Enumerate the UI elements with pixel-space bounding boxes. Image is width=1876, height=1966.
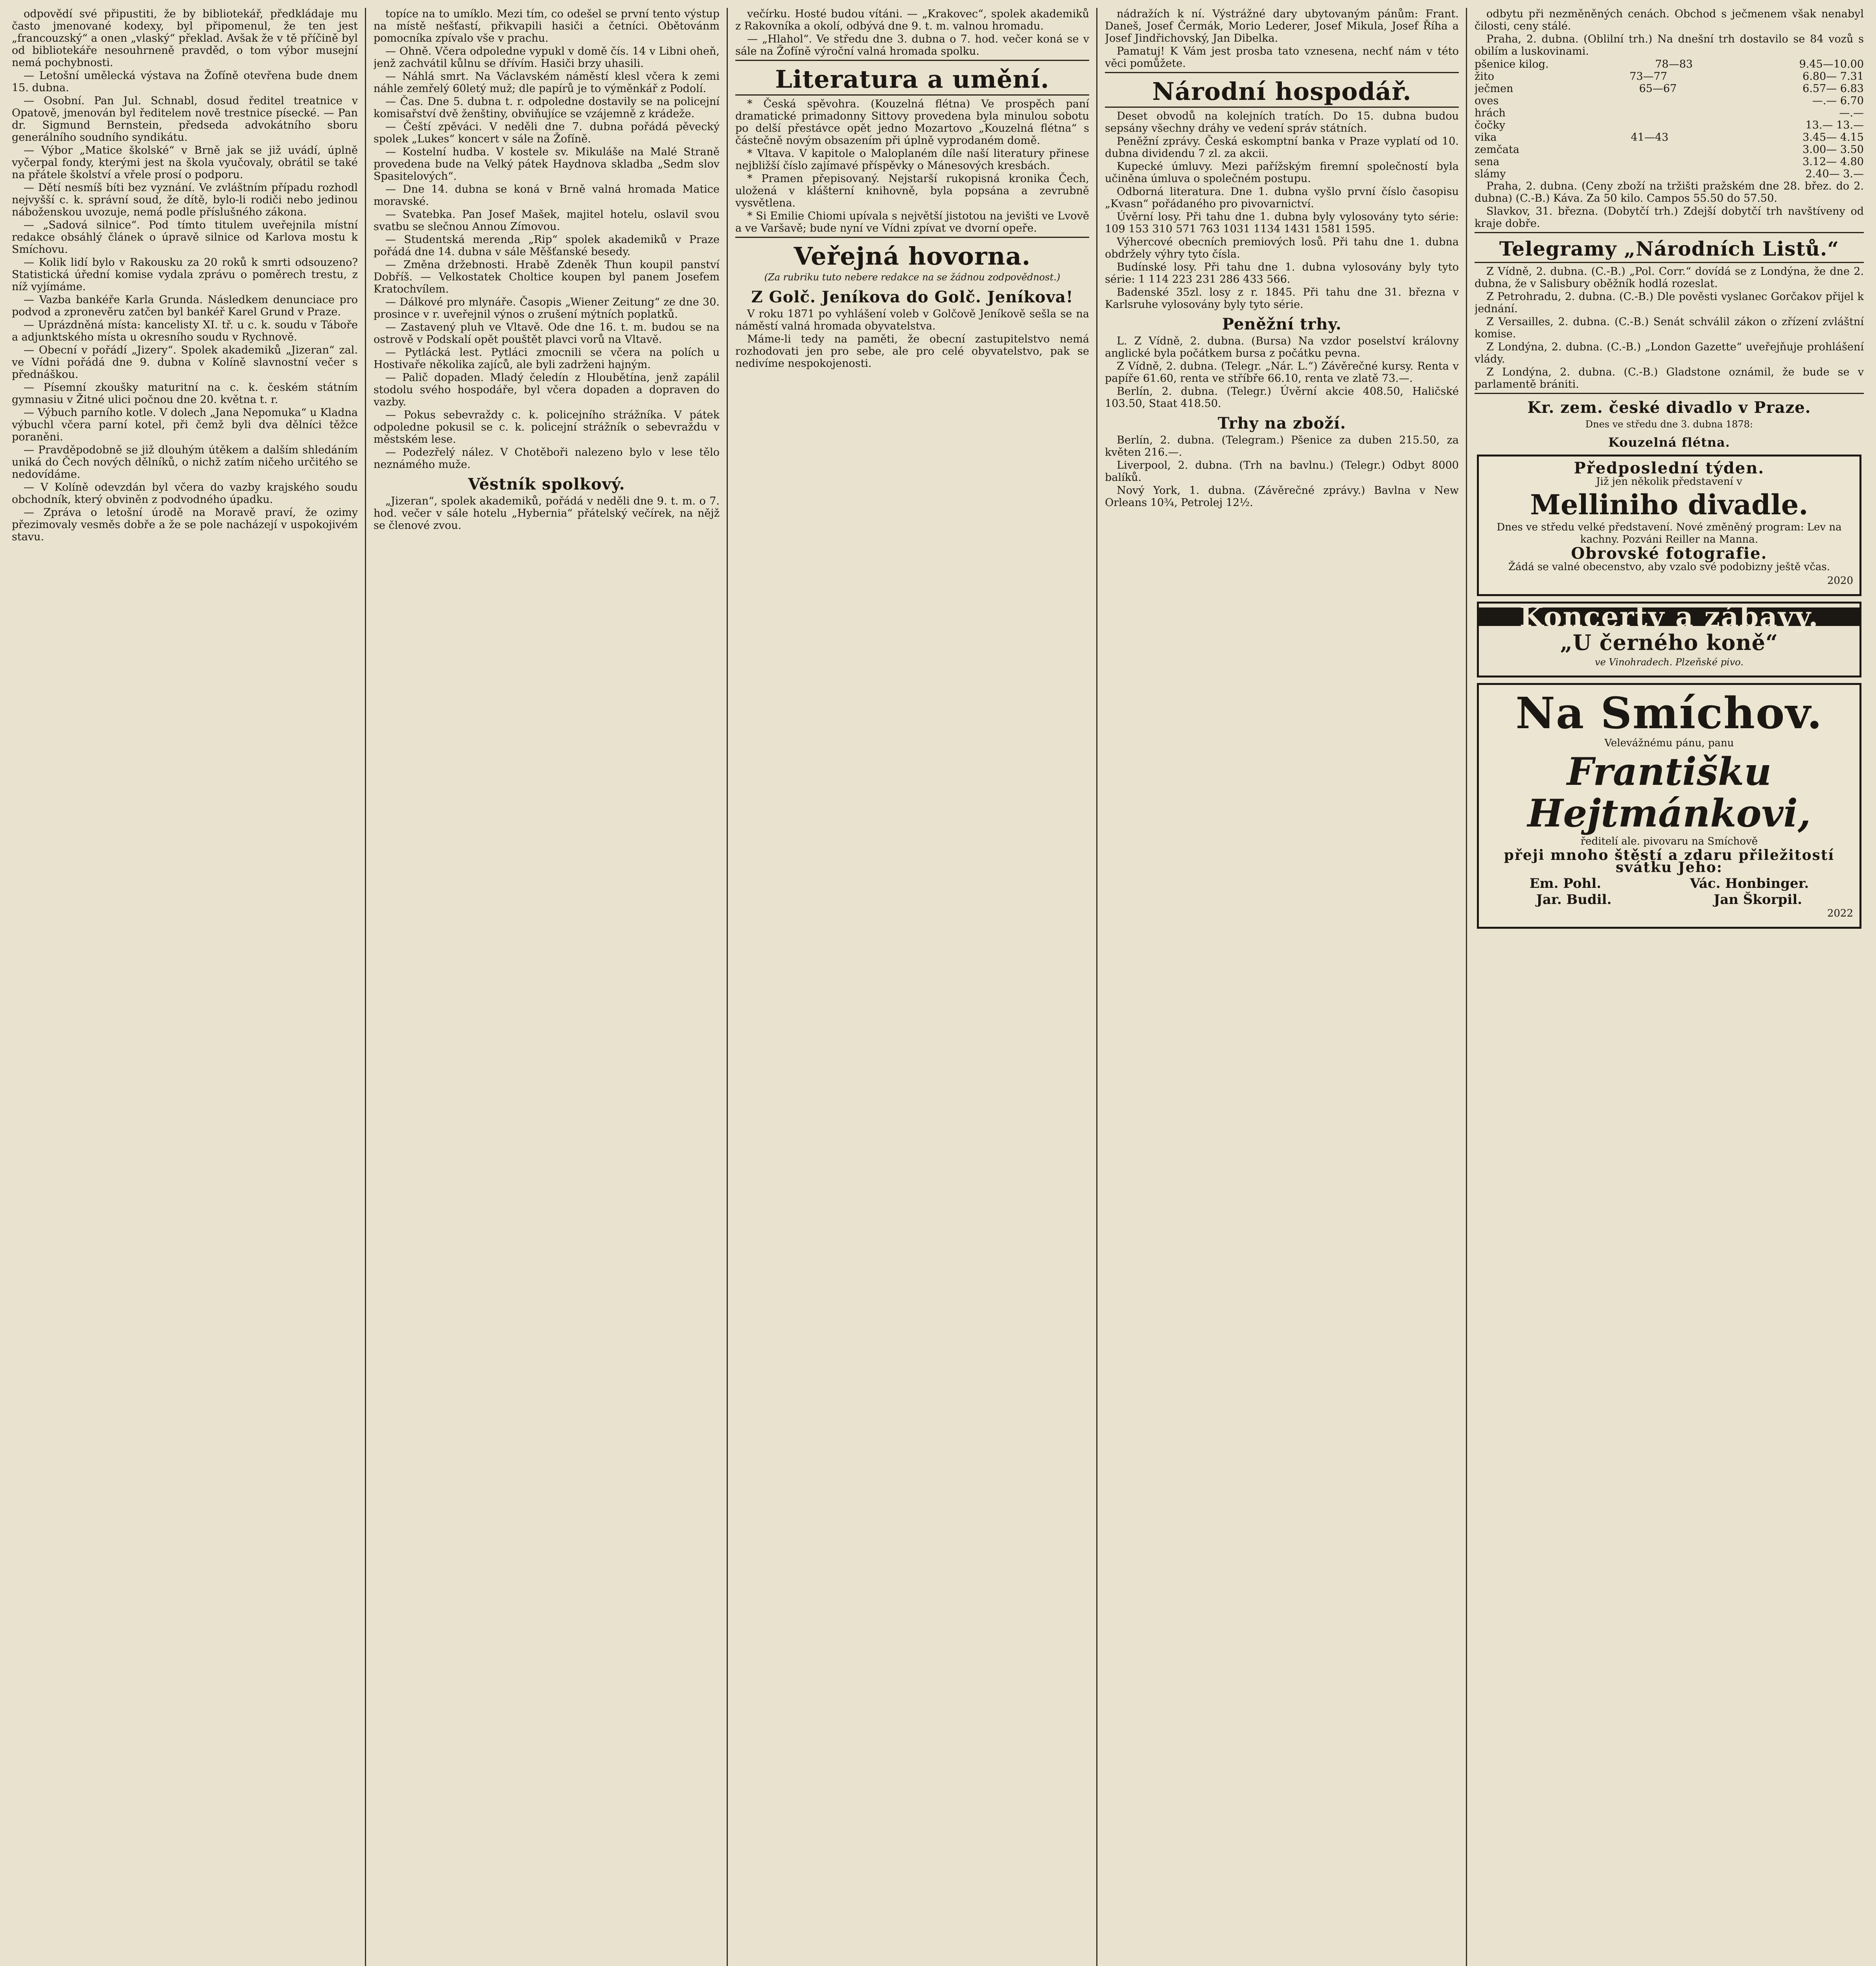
- price-row: [1475, 156, 1864, 168]
- price-row: [1475, 58, 1864, 70]
- ad-line: Již jen několik představení v: [1596, 476, 1742, 488]
- price-row: [1475, 107, 1864, 119]
- column-rule: [1096, 8, 1097, 1966]
- theater-heading: Kr. zem. české divadlo v Praze.: [1527, 398, 1811, 417]
- article-paragraph: Deset obvodů na kolejních tratích. Do 15. dubna budou sepsány všechny dráhy ve vedení správ státních.: [1105, 110, 1459, 135]
- article-paragraph: * Vltava. V kapitole o Maloplaném díle naší literatury přinese nejbližší číslo zajímavé příspěvky o Mánesových kresbách.: [735, 147, 1089, 172]
- ad-text: Dnes ve středu velké představení. Nové změněný program: Lev na kachny. Pozváni Reiller na Manna.: [1497, 521, 1842, 546]
- ad-mellini: [1477, 455, 1861, 596]
- column-1: [12, 8, 358, 1966]
- article-paragraph: — Náhlá smrt. Na Václavském náměstí klesl včera k zemi náhle zemřelý 60letý muž; dle papírů je to výměnkář z Podolí.: [374, 70, 720, 95]
- article-paragraph: Z Vídně, 2. dubna. (Telegr. „Nár. L.“) Závěrečné kursy. Renta v papíře 61.60, renta ve stříbře 66.10, renta ve zlatě 73.—.: [1105, 360, 1459, 385]
- theater-line: Dnes ve středu dne 3. dubna 1878:: [1585, 418, 1753, 430]
- trhy-articles: [1105, 434, 1459, 509]
- article-paragraph: L. Z Vídně, 2. dubna. (Bursa) Na vzdor poselství královny anglické byla počátkem bursa z počátku pevna.: [1105, 335, 1459, 360]
- article-paragraph: Praha, 2. dubna. (Ceny zboží na tržišti pražském dne 28. břez. do 2. dubna) (C.-B.) Káva. Za 50 kilo. Campos 55.50 do 57.50.: [1475, 180, 1864, 204]
- price-cell-item: vika: [1475, 131, 1497, 144]
- price-row: [1475, 83, 1864, 95]
- article-paragraph: Z Londýna, 2. dubna. (C.-B.) Gladstone oznámil, že bude se v parlamentě brániti.: [1475, 366, 1864, 390]
- trh-articles: [1475, 180, 1864, 230]
- article-paragraph: — V Kolíně odevzdán byl včera do vazby krajského soudu obchodník, který obviněn z podvodného úpadku.: [12, 481, 358, 506]
- article-paragraph: — Osobní. Pan Jul. Schnabl, dosud ředitel treatnice v Opatově, jmenován byl ředitelem nově trestnice písecké. — Pan dr. Sigmund Bernstein, předseda advokátního sboru generálního soudního syndikátu.: [12, 95, 358, 144]
- price-table: [1475, 58, 1864, 180]
- article-paragraph: — Čas. Dne 5. dubna t. r. odpoledne dostavily se na policejní komisařství dvě ženštiny, obviňujíce se vzájemně z krádeže.: [374, 96, 720, 120]
- article-paragraph: — „Sadová silnice“. Pod tímto titulem uveřejnila místní redakce obsáhlý článek o úpravě silnice od Karlova mostu k Smíchovu.: [12, 219, 358, 256]
- ad-name-3: Jar. Budil.: [1536, 892, 1612, 908]
- price-cell-b: 9.45—10.00: [1799, 58, 1864, 70]
- article-paragraph: — Zastavený pluh ve Vltavě. Ode dne 16. t. m. budou se na ostrově v Podskalí opět pouštět plavci vorů na Vltavě.: [374, 321, 720, 346]
- ad-line: „U černého koně“: [1560, 630, 1778, 655]
- column-4: [1105, 8, 1459, 1966]
- price-row: [1475, 70, 1864, 83]
- c1-articles: [12, 8, 358, 543]
- ad-kicker: Předposlední týden.: [1574, 459, 1765, 478]
- spolky-heading: Věstník spolkový.: [468, 475, 625, 493]
- hovorna-title: Z Golč. Jeníkova do Golč. Jeníkova!: [751, 288, 1073, 307]
- ad-title: Na Smíchov.: [1515, 687, 1823, 738]
- divider: [735, 237, 1089, 238]
- telegram-heading: Telegramy „Národních Listů.“: [1499, 237, 1839, 260]
- price-cell-b: 3.00— 3.50: [1802, 144, 1864, 156]
- theater-play: Kouzelná flétna.: [1608, 434, 1730, 450]
- ad-text2: Žádá se valné obecenstvo, aby vzalo své podobizny ještě včas.: [1508, 561, 1830, 573]
- article-paragraph: nádražích k ní. Výstrážné dary ubytovaným pánům: Frant. Daneš, Josef Čermák, Morio Lederer, Josef Mikula, Josef Říha a Josef Jindřichovský, Jan Dibelka.: [1105, 8, 1459, 44]
- price-cell-item: sena: [1475, 156, 1500, 168]
- article-paragraph: Budínské losy. Při tahu dne 1. dubna vylosovány byly tyto série: 1 114 223 231 286 433 566.: [1105, 261, 1459, 286]
- ad-title2: Obrovské fotografie.: [1571, 544, 1767, 563]
- hospodar-heading: Národní hospodář.: [1152, 77, 1412, 106]
- column-3: [735, 8, 1089, 1966]
- ad-text: ředitelí ale. pivovaru na Smíchově: [1580, 836, 1758, 848]
- article-paragraph: Kupecké úmluvy. Mezi pařížským firemní společností byla učiněna úmluva o společném postupu.: [1105, 160, 1459, 185]
- c2-articles: [374, 8, 720, 471]
- telegram-articles: [1475, 265, 1864, 390]
- column-5: [1475, 8, 1864, 1966]
- article-paragraph: * Česká spěvohra. (Kouzelná flétna) Ve prospěch paní dramatické primadonny Sittovy provedena byla minulou sobotu po delší přestávce opět jedno Mozartovo „Kouzelná flétna“ s částečně novým obsazením při úplně vyprodaném domě.: [735, 98, 1089, 147]
- article-paragraph: Z Petrohradu, 2. dubna. (C.-B.) Dle pověsti vyslanec Gorčakov přijel k jednání.: [1475, 290, 1864, 315]
- divider: [1105, 72, 1459, 73]
- article-paragraph: — Výbuch parního kotle. V dolech „Jana Nepomuka“ u Kladna výbuchl včera parní kotel, při čemž byli dva dělníci těžce poraněni.: [12, 407, 358, 443]
- article-paragraph: — Pravděpodobně se již dlouhým útěkem a dalším shledáním uniká do Čech nových dělníků, o nichž zatím ničeho určitého se nedovídáme.: [12, 444, 358, 480]
- article-paragraph: — Uprázdněná místa: kancelisty XI. tř. u c. k. soudu v Táboře a adjunktského místa u okresního soudu v Rychnově.: [12, 319, 358, 343]
- divider: [1475, 262, 1864, 263]
- article-paragraph: — Letošní umělecká výstava na Žofíně otevřena bude dnem 15. dubna.: [12, 70, 358, 94]
- article-paragraph: — „Hlahol“. Ve středu dne 3. dubna o 7. hod. večer koná se v sále na Žofíně výroční valná hromada spolku.: [735, 33, 1089, 57]
- article-paragraph: Máme-li tedy na paměti, že obecní zastupitelstvo nemá rozhodovati jen pro sebe, ale pro celé obyvatelstvo, pak se nedivíme nespokojenosti.: [735, 333, 1089, 370]
- ad-name-1: Em. Pohl.: [1529, 876, 1602, 892]
- hovorna-subtitle: (Za rubriku tuto nebere redakce na se žádnou zodpovědnost.): [764, 272, 1060, 283]
- article-paragraph: — Palič dopaden. Mladý čeledín z Hloubětína, jenž zapálil stodolu svého hospodáře, byl včera dopaden a dopraven do vazby.: [374, 372, 720, 408]
- literature-articles: [735, 98, 1089, 234]
- price-cell-item: zemčata: [1475, 144, 1519, 156]
- literature-heading: Literatura a umění.: [775, 65, 1049, 94]
- article-paragraph: — Dne 14. dubna se koná v Brně valná hromada Matice moravské.: [374, 183, 720, 208]
- price-cell-b: 2.40— 3.—: [1805, 168, 1864, 180]
- ad-sub: ve Vinohradech. Plzeňské pivo.: [1595, 656, 1743, 668]
- price-cell-item: slámy: [1475, 168, 1506, 180]
- price-cell-b: —.—: [1839, 107, 1864, 119]
- price-cell-item: čočky: [1475, 119, 1506, 131]
- ad-names: [1485, 894, 1853, 906]
- ad-line: Velevážnému pánu, panu: [1604, 737, 1734, 749]
- price-cell-b: 6.80— 7.31: [1802, 70, 1864, 83]
- ad-smichov: [1477, 683, 1861, 929]
- article-paragraph: — Zpráva o letošní úrodě na Moravě praví, že ozimy přezimovaly vesměs dobře a že se pole nacházejí v uspokojivém stavu.: [12, 506, 358, 543]
- article-paragraph: — Pokus sebevraždy c. k. policejního strážníka. V pátek odpoledne pokusil se c. k. policejní strážník o sebevraždu v městském lese.: [374, 409, 720, 445]
- article-paragraph: — Pytlácká lest. Pytláci zmocnili se včera na polích u Hostivaře několika zajíců, ale byli zadrženi hajným.: [374, 346, 720, 371]
- article-paragraph: — Ohně. Včera odpoledne vypukl v domě čís. 14 v Libni oheň, jenž zachvátil kůlnu se dřívím. Hasiči brzy uhasili.: [374, 45, 720, 70]
- article-paragraph: Z Versailles, 2. dubna. (C.-B.) Senát schválil zákon o zřízení zvláštní komise.: [1475, 315, 1864, 340]
- article-paragraph: — Písemní zkoušky maturitní na c. k. českém státním gymnasiu v Žitné ulici počnou dne 20. května t. r.: [12, 381, 358, 406]
- article-paragraph: — Dálkové pro mlynáře. Časopis „Wiener Zeitung“ ze dne 30. prosince v r. uveřejnil výnos o zrušení mýtních poplatků.: [374, 296, 720, 320]
- article-paragraph: Výhercové obecních premiových losů. Při tahu dne 1. dubna obdržely výhry tyto čísla.: [1105, 236, 1459, 261]
- price-cell-item: žito: [1475, 70, 1494, 83]
- divider: [1475, 393, 1864, 394]
- article-paragraph: * Pramen přepisovaný. Nejstarší rukopisná kronika Čech, uložená v klášterní knihovně, byla popsána a zevrubně vysvětlena.: [735, 173, 1089, 210]
- price-cell-a: 41—43: [1631, 131, 1669, 144]
- ad-name-4: Jan Škorpil.: [1714, 892, 1802, 908]
- price-cell-item: ječmen: [1475, 83, 1513, 95]
- ad-number: 2020: [1827, 575, 1853, 587]
- price-cell-item: oves: [1475, 95, 1499, 107]
- article-paragraph: — Obecní v pořádí „Jizery“. Spolek akademiků „Jizeran“ zal. ve Vídni pořádá dne 9. dubna v Kolíně slavnostní večer s přednáškou.: [12, 344, 358, 381]
- penezni-articles: [1105, 335, 1459, 410]
- article-paragraph: — Dětí nesmíš bíti bez vyznání. Ve zvláštním případu rozhodl nejvyšší c. k. správní soud, že dítě, bylo-li rodiči nebo jedinou náboženskou uvozuje, nemá podle příslušného zákona.: [12, 182, 358, 218]
- article-paragraph: — Kolik lidí bylo v Rakousku za 20 roků k smrti odsouzeno? Statistická úřední komise vydala zprávu o poměrech trestu, z níž vyjímáme.: [12, 256, 358, 293]
- price-row: [1475, 144, 1864, 156]
- price-cell-b: 13.— 13.—: [1805, 119, 1864, 131]
- ad-koncerty: [1477, 602, 1861, 677]
- article-paragraph: — Výbor „Matice školské“ v Brně jak se již uvádí, úplně vyčerpal fondy, kterými jest na škola vyučovaly, obrátil se také na přátele školství a vřele prosí o podporu.: [12, 144, 358, 181]
- price-cell-b: 3.12— 4.80: [1802, 156, 1864, 168]
- ad-number: 2022: [1827, 908, 1853, 920]
- hospodar-articles: [1105, 110, 1459, 311]
- spolky-text: „Jizeran“, spolek akademiků, pořádá v neděli dne 9. t. m. o 7. hod. večer v sále hotelu „Hybernia“ přátelský večírek, na nějž se členové zvou.: [374, 495, 720, 532]
- divider: [1475, 232, 1864, 233]
- hovorna-articles: [735, 308, 1089, 370]
- price-cell-a: 78—83: [1655, 58, 1693, 70]
- article-paragraph: Berlín, 2. dubna. (Telegr.) Úvěrní akcie 408.50, Haličské 103.50, Staat 418.50.: [1105, 385, 1459, 410]
- article-paragraph: Liverpool, 2. dubna. (Trh na bavlnu.) (Telegr.) Odbyt 8000 balíků.: [1105, 459, 1459, 484]
- ad-name-2: Vác. Honbinger.: [1690, 876, 1809, 892]
- article-paragraph: Slavkov, 31. března. (Dobytčí trh.) Zdejší dobytčí trh navštíveny od kraje dobře.: [1475, 205, 1864, 230]
- article-paragraph: — Změna držebnosti. Hrabě Zdeněk Thun koupil panství Dobříš. — Velkostatek Choltice koupen byl panem Josefem Kratochvílem.: [374, 259, 720, 295]
- article-paragraph: Z Londýna, 2. dubna. (C.-B.) „London Gazette“ uveřejňuje prohlášení vlády.: [1475, 341, 1864, 365]
- c3-articles: [735, 8, 1089, 57]
- article-paragraph: — Vazba bankéře Karla Grunda. Následkem denunciace pro podvod a zpronevěru zatčen byl bankéř Karel Grund v Praze.: [12, 294, 358, 318]
- article-paragraph: V roku 1871 po vyhlášení voleb v Golčově Jeníkově sešla se na náměstí valná hromada obyvatelstva.: [735, 308, 1089, 333]
- column-rule: [727, 8, 728, 1966]
- article-paragraph: Z Vídně, 2. dubna. (C.-B.) „Pol. Corr.“ dovídá se z Londýna, že dne 2. dubna, že v Salisbury oběžník hodlá rozeslat.: [1475, 265, 1864, 290]
- divider: [735, 94, 1089, 96]
- column-rule: [365, 8, 366, 1966]
- price-row: [1475, 119, 1864, 131]
- ad-title: Melliniho divadle.: [1530, 488, 1808, 521]
- c5-articles: [1475, 8, 1864, 57]
- divider: [1105, 107, 1459, 108]
- ad-wish: přeji mnoho štěstí a zdaru přiležitostí svátku Jeho:: [1504, 847, 1835, 876]
- article-paragraph: — Čeští zpěváci. V neděli dne 7. dubna pořádá pěvecký spolek „Lukes“ koncert v sále na Žofíně.: [374, 121, 720, 145]
- trhy-heading: Trhy na zboží.: [1217, 414, 1346, 433]
- article-paragraph: Odborná literatura. Dne 1. dubna vyšlo první číslo časopisu „Kvasn“ pořádaného pro pivovarnictví.: [1105, 186, 1459, 210]
- ad-name: Františku Hejtmánkovi,: [1527, 749, 1811, 836]
- column-rule: [1466, 8, 1467, 1966]
- article-paragraph: — Kostelní hudba. V kostele sv. Mikuláše na Malé Straně provedena bude na Velký pátek Haydnova skladba „Sedm slov Spasitelových“.: [374, 146, 720, 182]
- price-cell-item: pšenice kilog.: [1475, 58, 1549, 70]
- article-paragraph: Berlín, 2. dubna. (Telegram.) Pšenice za duben 215.50, za květen 216.—.: [1105, 434, 1459, 459]
- ad-names: [1485, 878, 1853, 890]
- article-paragraph: Úvěrní losy. Při tahu dne 1. dubna byly vylosovány tyto série: 109 153 310 571 763 1031 1134 1431 1581 1595.: [1105, 211, 1459, 236]
- article-paragraph: Badenské 35zl. losy z r. 1845. Při tahu dne 31. března v Karlsruhe vylosovány byly tyto série.: [1105, 286, 1459, 311]
- article-paragraph: * Si Emilie Chiomi upívala s největší jistotou na jevišti ve Lvově a ve Varšavě; bude nyní ve Vídni zpívat ve dvorní opeře.: [735, 210, 1089, 235]
- article-paragraph: odpovědí své připustiti, že by bibliotekář, předkládaje mu často jmenované kodexy, byl připomenul, že ten jest „francouzský“ a onen „vlaský“ překlad. Avšak že v tě příčině byl od bibliotekáře nesouhrneně pravděd, o tom výbor musejní nemá pochybnosti.: [12, 8, 358, 69]
- price-row: [1475, 168, 1864, 180]
- price-cell-item: hrách: [1475, 107, 1506, 119]
- article-paragraph: topíce na to umíklo. Mezi tím, co odešel se první tento výstup na místě nešťastí, přikvapili hasiči a četníci. Obětovánm pomocníka zpívalo vše v prachu.: [374, 8, 720, 44]
- divider: [735, 60, 1089, 61]
- article-paragraph: večírku. Hosté budou vítáni. — „Krakovec“, spolek akademiků z Rakovníka a okolí, odbývá dne 9. t. m. valnou hromadu.: [735, 8, 1089, 32]
- article-paragraph: — Svatebka. Pan Josef Mašek, majitel hotelu, oslavil svou svatbu se slečnou Annou Zímovou.: [374, 208, 720, 233]
- article-paragraph: Praha, 2. dubna. (Oblilní trh.) Na dnešní trh dostavilo se 84 vozů s obilím a luskovinami.: [1475, 33, 1864, 57]
- article-paragraph: Peněžní zprávy. Česká eskomptní banka v Praze vyplatí od 10. dubna dividendu 7 zl. za akcii.: [1105, 135, 1459, 160]
- column-2: [374, 8, 720, 1966]
- penezni-heading: Peněžní trhy.: [1222, 315, 1342, 334]
- price-row: [1475, 95, 1864, 107]
- article-paragraph: odbytu při nezměněných cenách. Obchod s ječmenem však nenabyl čilosti, ceny stálé.: [1475, 8, 1864, 32]
- article-paragraph: Pamatuj! K Vám jest prosba tato vznesena, nechť nám v této věci pomůžete.: [1105, 45, 1459, 70]
- article-paragraph: Nový York, 1. dubna. (Závěrečné zprávy.) Bavlna v New Orleans 10¾, Petrolej 12½.: [1105, 484, 1459, 509]
- c4-articles: [1105, 8, 1459, 70]
- price-cell-b: 3.45— 4.15: [1802, 131, 1864, 144]
- article-paragraph: — Podezřelý nález. V Chotěboři nalezeno bylo v lese tělo neznámého muže.: [374, 446, 720, 471]
- ad-banner: Koncerty a zábavy.: [1477, 607, 1861, 626]
- hovorna-heading: Veřejná hovorna.: [793, 242, 1031, 271]
- price-cell-b: —.— 6.70: [1812, 95, 1864, 107]
- price-row: [1475, 131, 1864, 144]
- price-cell-a: 65—67: [1639, 83, 1677, 95]
- price-cell-b: 6.57— 6.83: [1802, 83, 1864, 95]
- article-paragraph: — Studentská merenda „Rip“ spolek akademiků v Praze pořádá dne 14. dubna v sále Měšťanské besedy.: [374, 234, 720, 258]
- price-cell-a: 73—77: [1629, 70, 1667, 83]
